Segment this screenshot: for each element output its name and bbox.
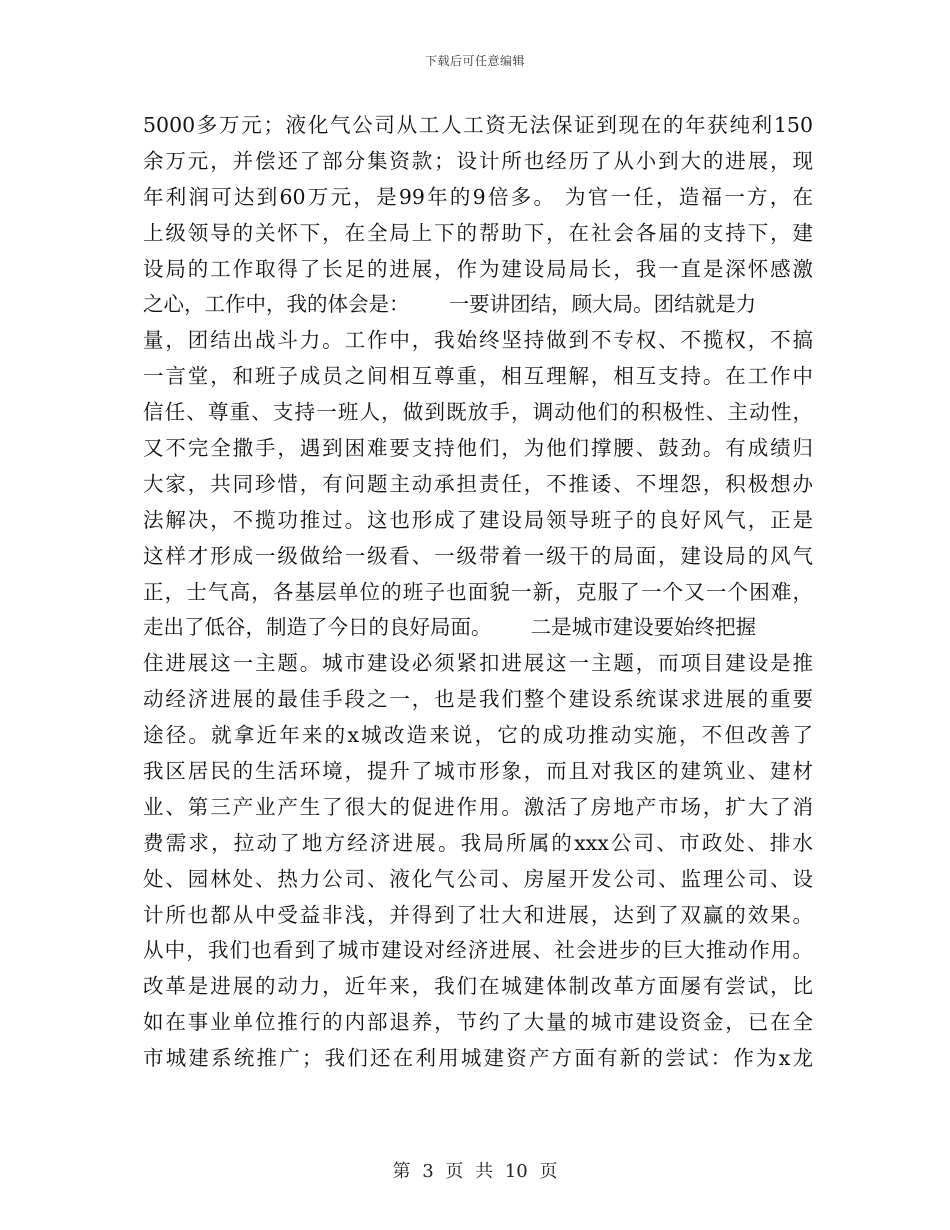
text-line: 市城建系统推广；我们还在利用城建资产方面有新的尝试：作为x龙 — [143, 1046, 813, 1071]
text-line: 量，团结出战斗力。工作中，我始终坚持做到不专权、不揽权，不搞 — [143, 328, 813, 353]
text-line: 我区居民的生活环境，提升了城市形象，而且对我区的建筑业、建材 — [143, 759, 813, 784]
text-line: 上级领导的关怀下，在全局上下的帮助下，在社会各届的支持下，建 — [143, 220, 813, 245]
text-line: 业、第三产业产生了很大的促进作用。激活了房地产市场，扩大了消 — [143, 794, 813, 819]
text-line: 正，士气高，各基层单位的班子也面貌一新，克服了一个又一个困难， — [143, 579, 813, 604]
text-line: 改革是进展的动力，近年来，我们在城建体制改革方面屡有尝试，比 — [143, 974, 813, 999]
text-line: 计所也都从中受益非浅，并得到了壮大和进展，达到了双赢的效果。 — [143, 902, 813, 927]
text-line: 如在事业单位推行的内部退养，节约了大量的城市建设资金，已在全 — [143, 1010, 813, 1035]
text-line: 设局的工作取得了长足的进展，作为建设局局长，我一直是深怀感激 — [143, 256, 813, 281]
text-line: 处、园林处、热力公司、液化气公司、房屋开发公司、监理公司、设 — [143, 866, 813, 891]
text-line: 途径。就拿近年来的x城改造来说，它的成功推动实施，不但改善了 — [143, 723, 813, 748]
text-line: 余万元，并偿还了部分集资款；设计所也经历了从小到大的进展，现 — [143, 148, 813, 173]
text-line: 法解决，不揽功推过。这也形成了建设局领导班子的良好风气，正是 — [143, 507, 813, 532]
text-line: 之心，工作中，我的体会是： 一要讲团结，顾大局。团结就是力 — [143, 292, 757, 317]
text-line: 住进展这一主题。城市建设必须紧扣进展这一主题，而项目建设是推 — [143, 651, 813, 676]
text-line: 一言堂，和班子成员之间相互尊重，相互理解，相互支持。在工作中 — [143, 364, 813, 389]
text-line: 动经济进展的最佳手段之一，也是我们整个建设系统谋求进展的重要 — [143, 687, 813, 712]
text-line: 走出了低谷，制造了今日的良好局面。 二是城市建设要始终把握 — [143, 615, 757, 640]
page-footer: 第 3 页 共 10 页 — [392, 1161, 558, 1182]
text-line: 信任、尊重、支持一班人，做到既放手，调动他们的积极性、主动性， — [143, 400, 813, 425]
document-body — [143, 108, 813, 1077]
text-line: 从中，我们也看到了城市建设对经济进展、社会进步的巨大推动作用。 — [143, 938, 813, 963]
text-line: 又不完全撒手，遇到困难要支持他们，为他们撑腰、鼓劲。有成绩归 — [143, 436, 813, 461]
text-line: 年利润可达到60万元，是99年的9倍多。 为官一任，造福一方，在 — [143, 184, 813, 209]
text-line: 费需求，拉动了地方经济进展。我局所属的xxx公司、市政处、排水 — [143, 830, 813, 855]
text-line: 大家，共同珍惜，有问题主动承担责任，不推诿、不埋怨，积极想办 — [143, 471, 813, 496]
text-line: 5000多万元；液化气公司从工人工资无法保证到现在的年获纯利150 — [143, 113, 813, 137]
text-line: 这样才形成一级做给一级看、一级带着一级干的局面，建设局的风气 — [143, 543, 813, 568]
page-header: 下载后可任意编辑 — [424, 54, 525, 68]
